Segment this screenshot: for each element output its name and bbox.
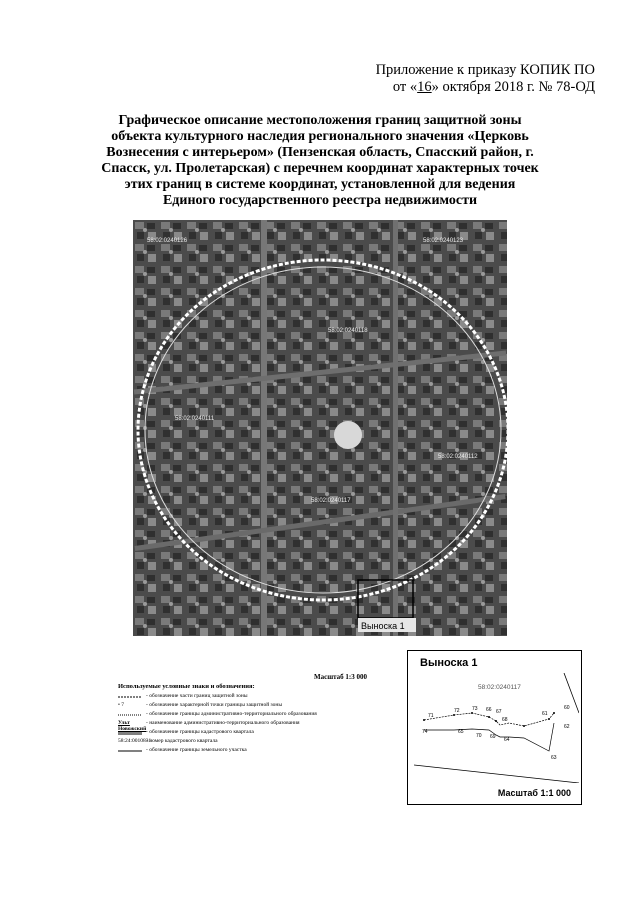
dashed-line-symbol bbox=[118, 694, 142, 700]
legend-item bbox=[118, 738, 378, 747]
cadastral-label: 58:02:0240123 bbox=[423, 238, 464, 244]
inset-point-label: 60 bbox=[564, 705, 570, 711]
callout-inset bbox=[407, 650, 582, 805]
inset-point-label: 65 bbox=[458, 729, 464, 735]
inset-point-label: 68 bbox=[502, 717, 508, 723]
name-symbol: Ульт Новожский bbox=[118, 720, 147, 732]
order-header bbox=[376, 62, 595, 96]
document-title: Графическое описание местоположения границ защитной зоны объекта культурного наследия регионального значения «Церковь Вознесения с интерьером» (Пензенская область, Спасский район, г. Спасск, ул. Пролетарская) с перечнем координат характерных точек этих границ в системе координат, установленной для ведения Единого государственного реестра недвижимости bbox=[101, 113, 539, 208]
legend-item-text: - номер кадастрового квартала bbox=[146, 738, 218, 744]
inset-point-label: 62 bbox=[564, 724, 570, 730]
map-canvas bbox=[133, 220, 507, 636]
inset-point-label: 73 bbox=[472, 706, 478, 712]
legend-item bbox=[118, 729, 378, 738]
cadastral-label: 58:02:0240112 bbox=[438, 454, 478, 460]
header-date-suffix: » октября 2018 г. № 78-ОД bbox=[431, 79, 595, 95]
cadastral-label: 58:02:0240126 bbox=[147, 238, 188, 244]
solid-line-symbol bbox=[118, 748, 142, 754]
inset-scale: Масштаб 1:1 000 bbox=[497, 788, 571, 798]
header-line-2 bbox=[376, 79, 595, 96]
cadastral-label: 58:02:0240111 bbox=[175, 416, 215, 422]
header-date-prefix: от « bbox=[392, 79, 418, 95]
legend-item-text: - обозначение границы административно-территориального образования bbox=[146, 711, 317, 717]
legend-item-text: - обозначение характерной точки границы защитной зоны bbox=[146, 702, 283, 708]
inset-point-label: 66 bbox=[486, 707, 492, 713]
inset-parcel-label: 58:02:0240117 bbox=[478, 684, 521, 691]
legend-item-text: - наименование административно-территориального образования bbox=[146, 720, 300, 726]
inset-point-label: 70 bbox=[476, 733, 482, 739]
inset-point-label: 61 bbox=[542, 711, 548, 717]
inset-point-label: 64 bbox=[504, 737, 510, 743]
inset-canvas bbox=[414, 673, 579, 783]
legend-item bbox=[118, 693, 378, 702]
dotted-line-symbol bbox=[118, 712, 142, 718]
legend-item-text: - обозначение границы кадастрового квартала bbox=[146, 729, 254, 735]
double-line-symbol bbox=[118, 730, 142, 736]
legend-item bbox=[118, 711, 378, 720]
inset-plot bbox=[414, 673, 579, 785]
church-marker bbox=[334, 421, 362, 449]
legend-item-text: - обозначение части границ защитной зоны bbox=[146, 693, 248, 699]
header-date-day: 16 bbox=[417, 79, 432, 95]
inset-point-label: 74 bbox=[422, 729, 428, 735]
legend-item-text: - обозначение границы земельного участка bbox=[146, 747, 247, 753]
cadastral-label: 58:02:0240117 bbox=[311, 498, 351, 504]
inset-point-label: 67 bbox=[496, 709, 502, 715]
inset-title: Выноска 1 bbox=[420, 657, 478, 669]
satellite-map bbox=[133, 220, 507, 636]
legend-scale: Масштаб 1:3 000 bbox=[314, 673, 367, 681]
inset-point-label: 69 bbox=[490, 734, 496, 740]
legend-heading: Используемые условные знаки и обозначения: bbox=[118, 683, 255, 690]
inset-point-label: 71 bbox=[428, 713, 434, 719]
callout-label: Выноска 1 bbox=[361, 621, 405, 631]
quarter-symbol: 58:24:0010831 bbox=[118, 738, 152, 744]
legend-item bbox=[118, 747, 378, 756]
point-symbol: • 7 bbox=[118, 702, 125, 708]
header-line-1: Приложение к приказу КОПИК ПО bbox=[375, 62, 595, 78]
inset-point-label: 72 bbox=[454, 708, 460, 714]
cadastral-label: 58:02:0240118 bbox=[328, 328, 368, 334]
legend-item bbox=[118, 702, 378, 711]
inset-point-label: 63 bbox=[551, 755, 557, 761]
